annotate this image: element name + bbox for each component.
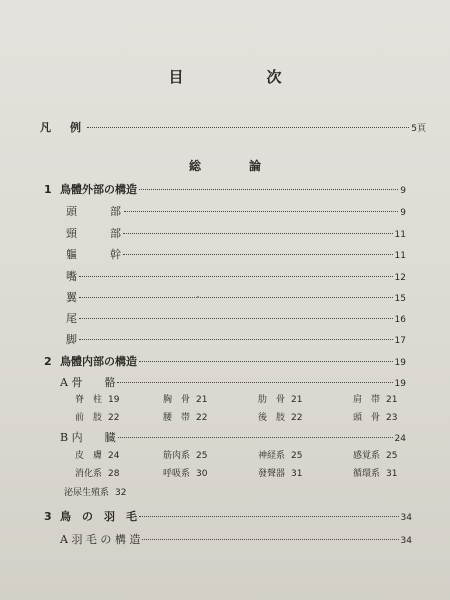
toc-entry-label: 脚 (66, 333, 77, 346)
leader-dots (123, 254, 393, 255)
toc-item[interactable] (258, 410, 302, 423)
leader-dots (139, 361, 393, 362)
leader-dots (142, 539, 398, 540)
toc-entry-page: 15 (394, 294, 406, 304)
toc-item[interactable] (163, 448, 207, 461)
toc-entry-page: 16 (394, 315, 406, 325)
leader-dots (79, 276, 393, 277)
leader-dots (87, 127, 409, 128)
item-label: 腰 帯 (163, 413, 191, 423)
toc-entry-page: 34 (400, 513, 412, 523)
toc-entry[interactable] (66, 310, 406, 326)
toc-entry-page: 12 (394, 273, 406, 283)
item-page: 31 (386, 469, 398, 479)
toc-entry-page: 19 (394, 358, 406, 368)
leader-dots (139, 189, 398, 190)
toc-entry[interactable] (66, 246, 406, 262)
leader-dots (139, 516, 399, 517)
item-label: 後 肢 (258, 413, 286, 423)
item-page: 28 (108, 469, 120, 479)
item-page: 21 (196, 395, 208, 405)
chapter-number: 3 (44, 510, 52, 523)
toc-entry-page: 9 (400, 208, 406, 218)
toc-item[interactable] (64, 485, 126, 498)
item-page: 21 (386, 395, 398, 405)
toc-entry[interactable] (66, 268, 406, 284)
chapter-number: 1 (44, 183, 52, 196)
toc-item[interactable] (75, 448, 119, 461)
item-label: 循環系 (353, 469, 381, 479)
toc-chapter-3[interactable] (44, 508, 412, 524)
item-label: 感覚系 (353, 451, 381, 461)
paper-speck (197, 296, 199, 298)
toc-item[interactable] (353, 448, 397, 461)
item-page: 30 (196, 469, 208, 479)
item-label: 頭 骨 (353, 413, 381, 423)
toc-entry[interactable] (66, 289, 406, 305)
leader-dots (79, 297, 393, 298)
toc-entry-page: 11 (394, 251, 406, 261)
toc-entry-label: 鳥 の 羽 毛 (60, 510, 137, 523)
toc-entry-label: 軀 幹 (66, 248, 121, 261)
item-label: 發聲器 (258, 469, 286, 479)
toc-item[interactable] (258, 466, 302, 479)
toc-item[interactable] (353, 466, 397, 479)
item-label: 脊 柱 (75, 395, 103, 405)
toc-entry[interactable] (66, 225, 406, 241)
item-page: 31 (291, 469, 303, 479)
toc-entry-page: 9 (400, 186, 406, 196)
item-label: 前 肢 (75, 413, 103, 423)
toc-subsection-a[interactable] (60, 531, 412, 547)
toc-entry-label: A 羽 毛 の 構 造 (60, 533, 141, 546)
item-label: 皮 膚 (75, 451, 103, 461)
leader-dots (79, 318, 393, 319)
toc-entry-label: 鳥體外部の構造 (60, 183, 137, 196)
chapter-number: 2 (44, 355, 52, 368)
toc-subsection-b[interactable] (60, 429, 406, 445)
item-page: 22 (196, 413, 208, 423)
leader-dots (118, 437, 393, 438)
item-page: 24 (108, 451, 120, 461)
toc-item[interactable] (75, 392, 119, 405)
toc-item[interactable] (258, 448, 302, 461)
item-page: 25 (291, 451, 303, 461)
toc-entry-label: 尾 (66, 312, 77, 325)
toc-entry[interactable] (66, 331, 406, 347)
item-page: 19 (108, 395, 120, 405)
toc-item[interactable] (163, 410, 207, 423)
leader-dots (124, 211, 398, 212)
toc-entry-page: 11 (394, 230, 406, 240)
toc-chapter-1[interactable] (44, 181, 406, 197)
toc-entry-page: 24 (394, 434, 406, 444)
item-page: 32 (115, 488, 127, 498)
toc-entry-label: A 骨 骼 (60, 376, 116, 389)
item-page: 21 (291, 395, 303, 405)
toc-entry-label: 頸 部 (66, 227, 121, 240)
toc-subsection-a[interactable] (60, 374, 406, 390)
toc-entry-label: 凡 例 (40, 121, 85, 134)
toc-item[interactable] (258, 392, 302, 405)
toc-entry-label: 頭 部 (66, 205, 121, 218)
item-label: 筋肉系 (163, 451, 191, 461)
item-page: 22 (108, 413, 120, 423)
item-label: 肩 帯 (353, 395, 381, 405)
toc-entry-page: 34 (400, 536, 412, 546)
toc-entry-label: B 内 臓 (60, 431, 116, 444)
toc-item[interactable] (353, 410, 397, 423)
item-page: 25 (386, 451, 398, 461)
toc-entry-page: 17 (394, 336, 406, 346)
toc-item[interactable] (75, 410, 119, 423)
leader-dots (123, 233, 393, 234)
toc-entry-hanrei[interactable] (40, 119, 426, 135)
toc-item[interactable] (163, 466, 207, 479)
item-page: 25 (196, 451, 208, 461)
toc-entry-page: 5頁 (411, 124, 426, 134)
toc-item[interactable] (75, 466, 119, 479)
item-label: 胸 骨 (163, 395, 191, 405)
leader-dots (79, 339, 393, 340)
page-title: 目 次 (168, 68, 316, 86)
toc-chapter-2[interactable] (44, 353, 406, 369)
toc-entry[interactable] (66, 203, 406, 219)
item-label: 泌尿生殖系 (64, 488, 110, 498)
item-label: 肋 骨 (258, 395, 286, 405)
item-label: 神経系 (258, 451, 286, 461)
toc-entry-label: 嘴 (66, 270, 77, 283)
toc-entry-label: 翼 (66, 291, 77, 304)
toc-entry-label: 鳥體内部の構造 (60, 355, 137, 368)
leader-dots (117, 382, 392, 383)
toc-entry-page: 19 (394, 379, 406, 389)
section-title: 総 論 (188, 159, 279, 173)
toc-item[interactable] (353, 392, 397, 405)
item-label: 呼吸系 (163, 469, 191, 479)
item-page: 22 (291, 413, 303, 423)
item-label: 消化系 (75, 469, 103, 479)
item-page: 23 (386, 413, 398, 423)
toc-item[interactable] (163, 392, 207, 405)
